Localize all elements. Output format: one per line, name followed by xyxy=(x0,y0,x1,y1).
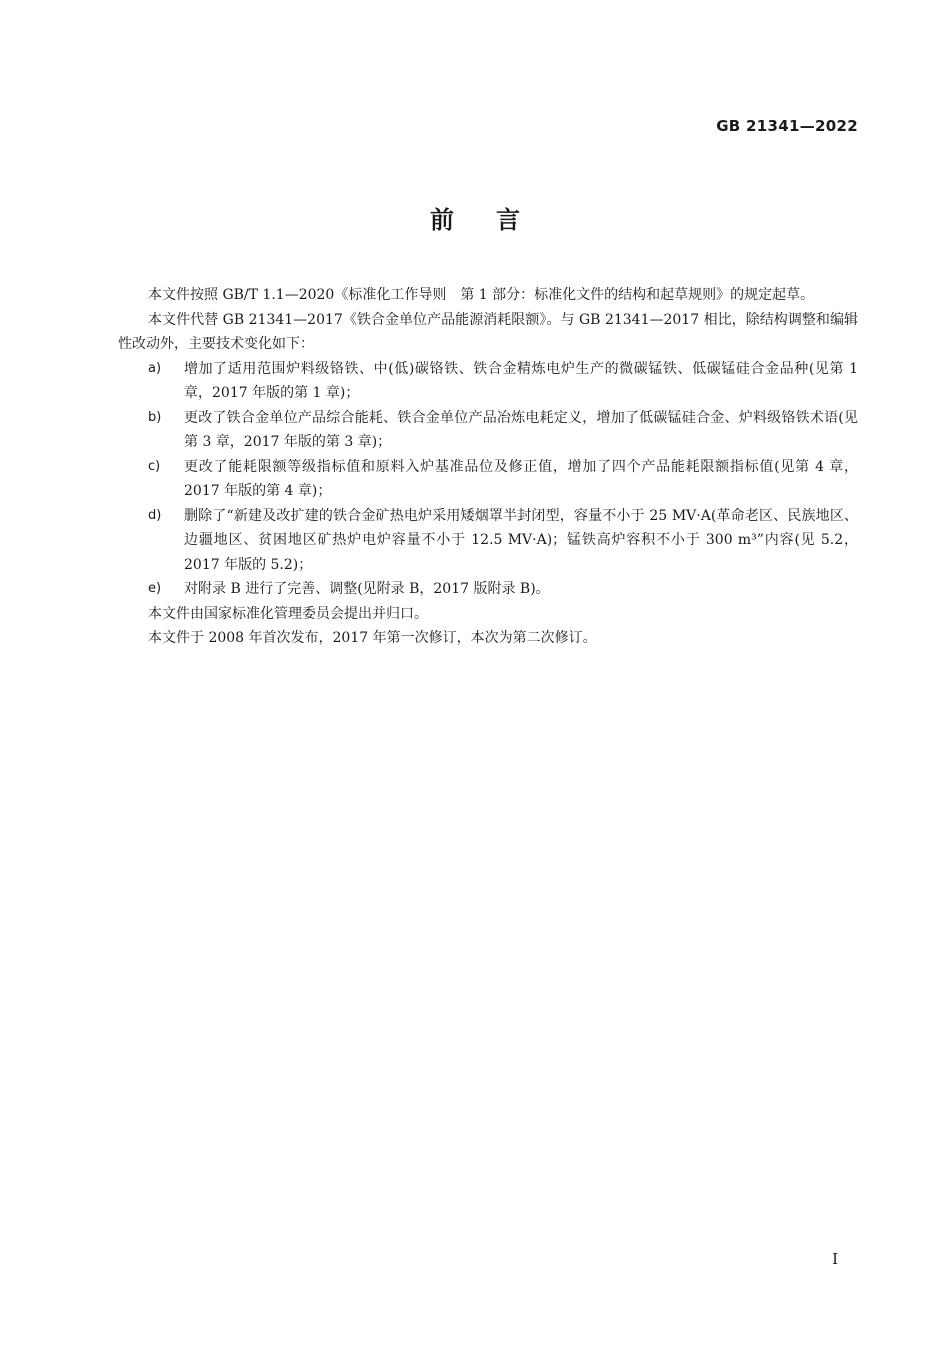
paragraph-history: 本文件于 2008 年首次发布，2017 年第一次修订，本次为第二次修订。 xyxy=(148,630,597,646)
list-item-label: d) xyxy=(148,507,162,523)
list-item-change-c xyxy=(118,455,858,504)
list-item-text: 更改了能耗限额等级指标值和原料入炉基准品位及修正值，增加了四个产品能耗限额指标值(见第 4 章，2017 年版的第 4 章)； xyxy=(184,458,858,499)
paragraph-drafting-rules: 本文件按照 GB/T 1.1—2020《标准化工作导则 第 1 部分：标准化文件的结构和起草规则》的规定起草。 xyxy=(148,287,815,303)
list-item-text: 对附录 B 进行了完善、调整(见附录 B，2017 版附录 B)。 xyxy=(184,581,550,597)
paragraph-proposer: 本文件由国家标准化管理委员会提出并归口。 xyxy=(148,605,428,622)
list-item-label: b) xyxy=(148,409,162,425)
foreword-body xyxy=(118,283,858,651)
list-item-text: 更改了铁合金单位产品综合能耗、铁合金单位产品冶炼电耗定义，增加了低碳锰硅合金、炉料级铬铁术语(见第 3 章，2017 年版的第 3 章)； xyxy=(184,409,858,450)
list-item-change-d xyxy=(118,504,858,578)
list-item-label: c) xyxy=(148,458,161,474)
list-item-text: 增加了适用范围炉料级铬铁、中(低)碳铬铁、铁合金精炼电炉生产的微碳锰铁、低碳锰硅合金品种(见第 1 章，2017 年版的第 1 章)； xyxy=(184,360,858,401)
paragraph-replacement: 本文件代替 GB 21341—2017《铁合金单位产品能源消耗限额》。与 GB 21341—2017 相比，除结构调整和编辑性改动外，主要技术变化如下： xyxy=(118,311,858,352)
page-number: I xyxy=(832,1250,838,1268)
list-item-change-a xyxy=(118,357,858,406)
page-title: 前言 xyxy=(430,206,562,234)
list-item-label: a) xyxy=(148,360,162,376)
list-item-change-b xyxy=(118,406,858,455)
list-item-label: e) xyxy=(148,581,162,596)
document-code: GB 21341—2022 xyxy=(716,117,858,135)
list-item-text: 删除了“新建及改扩建的铁合金矿热电炉采用矮烟罩半封闭型，容量不小于 25 MV·A(革命老区、民族地区、边疆地区、贫困地区矿热炉电炉容量不小于 12.5 MV·A)；锰铁高炉容积不小于 300 m³”内容(见 5.2，2017 年版的 5.2)； xyxy=(184,507,858,573)
list-item-change-e xyxy=(118,577,858,602)
